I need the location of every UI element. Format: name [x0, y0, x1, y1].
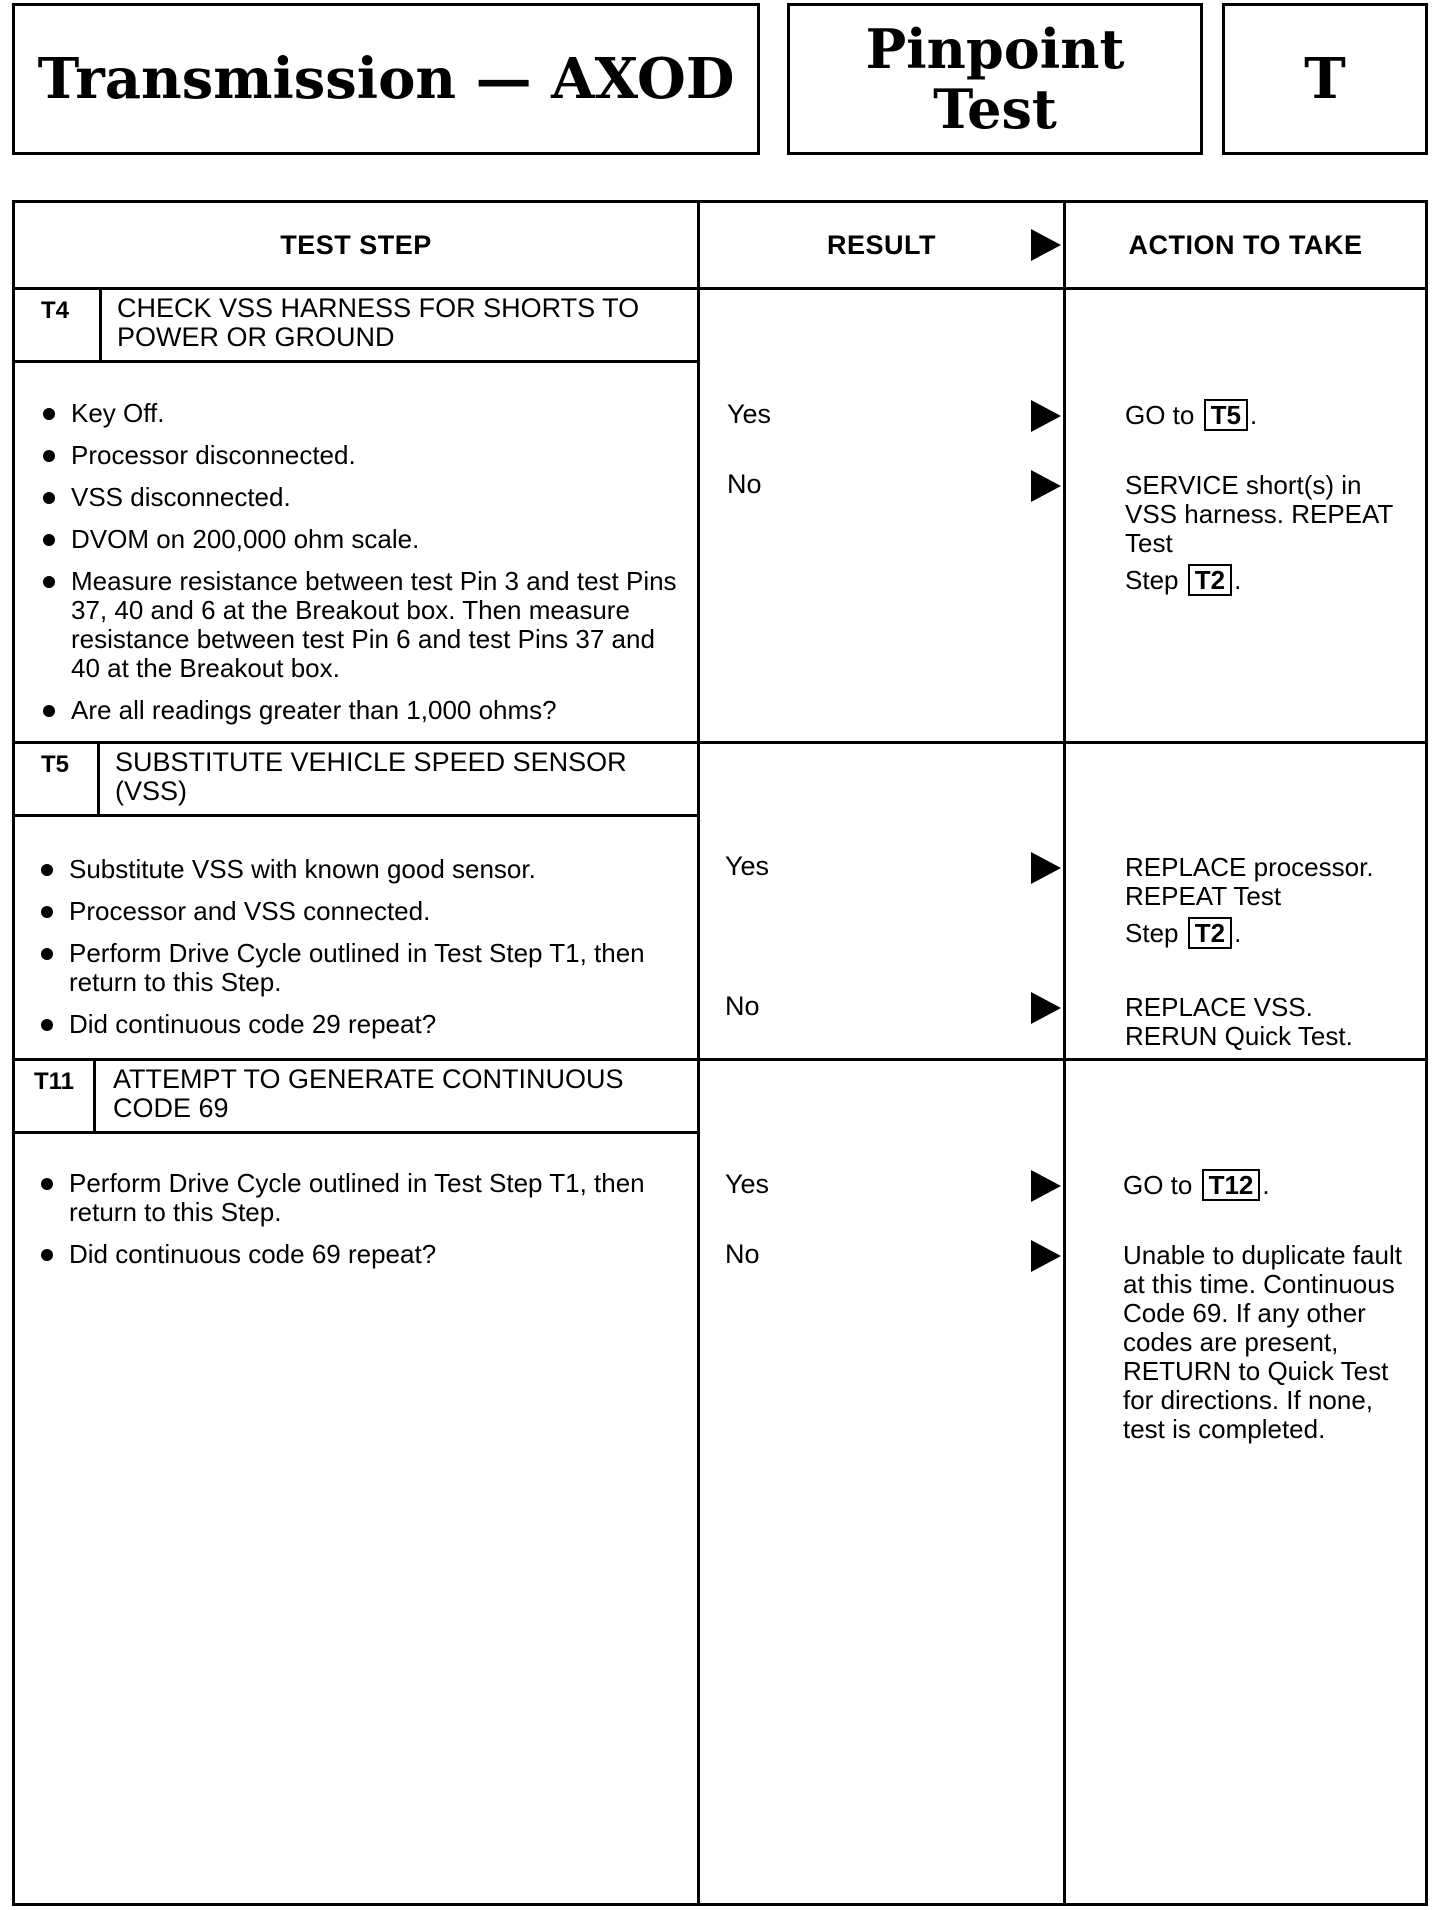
- bullet-item: Key Off.: [43, 399, 683, 428]
- result-label: Yes: [727, 399, 772, 429]
- action-body: REPLACE processor. REPEAT Test: [1125, 852, 1374, 911]
- action-text: [1125, 399, 1415, 431]
- result-arrow-icon: [1031, 1240, 1061, 1272]
- step-id-divider: [97, 741, 100, 816]
- step-title: CHECK VSS HARNESS FOR SHORTS TO POWER OR GROUND: [117, 293, 640, 352]
- action-suffix: .: [1234, 918, 1242, 948]
- action-text: [1123, 1241, 1415, 1444]
- column-header-result: RESULT: [827, 229, 936, 260]
- action-body: Unable to duplicate fault at this time. Continuous Code 69. If any other codes are present, RETURN to Quick Test for directions. If none, test is completed.: [1123, 1240, 1402, 1444]
- result-arrow-icon: [1031, 852, 1061, 884]
- bullet-item: Are all readings greater than 1,000 ohms?: [43, 696, 683, 725]
- bullet-item: Perform Drive Cycle outlined in Test Step T1, then return to this Step.: [41, 1169, 681, 1227]
- step-bullets: [43, 399, 683, 725]
- step-id: T4: [40, 297, 69, 324]
- bullet-item: VSS disconnected.: [43, 483, 683, 512]
- pinpoint-test-label: [787, 3, 1203, 155]
- result-arrow-icon: [1031, 229, 1061, 261]
- bullet-item: Measure resistance between test Pin 3 and test Pins 37, 40 and 6 at the Breakout box. Then measure resistance between test Pin 6 and test Pins 37 and 40 at the Breakout box.: [43, 567, 683, 683]
- step-reference-t5[interactable]: T5: [1204, 399, 1248, 431]
- action-suffix: .: [1262, 1170, 1270, 1200]
- column-divider: [1063, 203, 1066, 1903]
- action-prefix: GO to: [1125, 400, 1195, 430]
- step-reference-t12[interactable]: T12: [1202, 1169, 1261, 1201]
- result-label: Yes: [725, 851, 770, 881]
- step-title: ATTEMPT TO GENERATE CONTINUOUS CODE 69: [113, 1064, 624, 1123]
- step-divider: [15, 741, 1425, 744]
- step-bullets: [41, 1169, 681, 1269]
- document-title: [12, 3, 760, 155]
- action-body: REPLACE VSS. RERUN Quick Test.: [1125, 992, 1353, 1051]
- result-arrow-icon: [1031, 400, 1061, 432]
- bullet-item: Perform Drive Cycle outlined in Test Step T1, then return to this Step.: [41, 939, 681, 997]
- step-title-divider: [15, 814, 699, 817]
- step-reference-t2[interactable]: T2: [1188, 917, 1232, 949]
- result-arrow-icon: [1031, 992, 1061, 1024]
- step-id: T11: [33, 1068, 75, 1095]
- column-header-test-step: TEST STEP: [280, 229, 432, 260]
- bullet-item: Did continuous code 69 repeat?: [41, 1240, 681, 1269]
- step-id-divider: [93, 1058, 96, 1133]
- step-id: T5: [40, 751, 69, 778]
- action-text: [1125, 471, 1410, 596]
- bullet-item: Did continuous code 29 repeat?: [41, 1010, 681, 1039]
- action-text: [1125, 993, 1410, 1051]
- action-prefix: GO to: [1123, 1170, 1193, 1200]
- pinpoint-line-2: Test: [933, 77, 1057, 141]
- step-id-divider: [99, 287, 102, 362]
- result-label: No: [727, 469, 762, 499]
- action-suffix: .: [1249, 400, 1258, 430]
- header-divider: [15, 287, 1425, 290]
- column-header-action: ACTION TO TAKE: [1128, 229, 1363, 260]
- result-label: No: [725, 991, 760, 1021]
- step-title: SUBSTITUTE VEHICLE SPEED SENSOR (VSS): [115, 747, 627, 806]
- bullet-item: DVOM on 200,000 ohm scale.: [43, 525, 683, 554]
- section-letter-text: T: [1304, 46, 1346, 112]
- result-label: No: [725, 1239, 760, 1269]
- step-reference-t2[interactable]: T2: [1188, 564, 1232, 596]
- column-divider: [697, 203, 700, 1903]
- bullet-item: Substitute VSS with known good sensor.: [41, 855, 681, 884]
- action-text: [1125, 853, 1415, 949]
- section-letter: [1222, 3, 1428, 155]
- bullet-item: Processor and VSS connected.: [41, 897, 681, 926]
- action-suffix: .: [1234, 565, 1242, 595]
- action-prefix: Step: [1125, 565, 1179, 595]
- pinpoint-line-1: Pinpoint: [865, 17, 1125, 81]
- step-divider: [15, 1058, 1425, 1061]
- document-title-text: Transmission — AXOD: [37, 46, 735, 112]
- pinpoint-test-table: [12, 200, 1428, 1906]
- result-arrow-icon: [1031, 470, 1061, 502]
- result-arrow-icon: [1031, 1170, 1061, 1202]
- action-body: SERVICE short(s) in VSS harness. REPEAT Test: [1125, 470, 1393, 558]
- step-title-divider: [15, 360, 699, 363]
- step-bullets: [41, 855, 681, 1039]
- action-prefix: Step: [1125, 918, 1179, 948]
- step-title-divider: [15, 1131, 699, 1134]
- bullet-item: Processor disconnected.: [43, 441, 683, 470]
- action-text: [1123, 1169, 1413, 1201]
- result-label: Yes: [725, 1169, 770, 1199]
